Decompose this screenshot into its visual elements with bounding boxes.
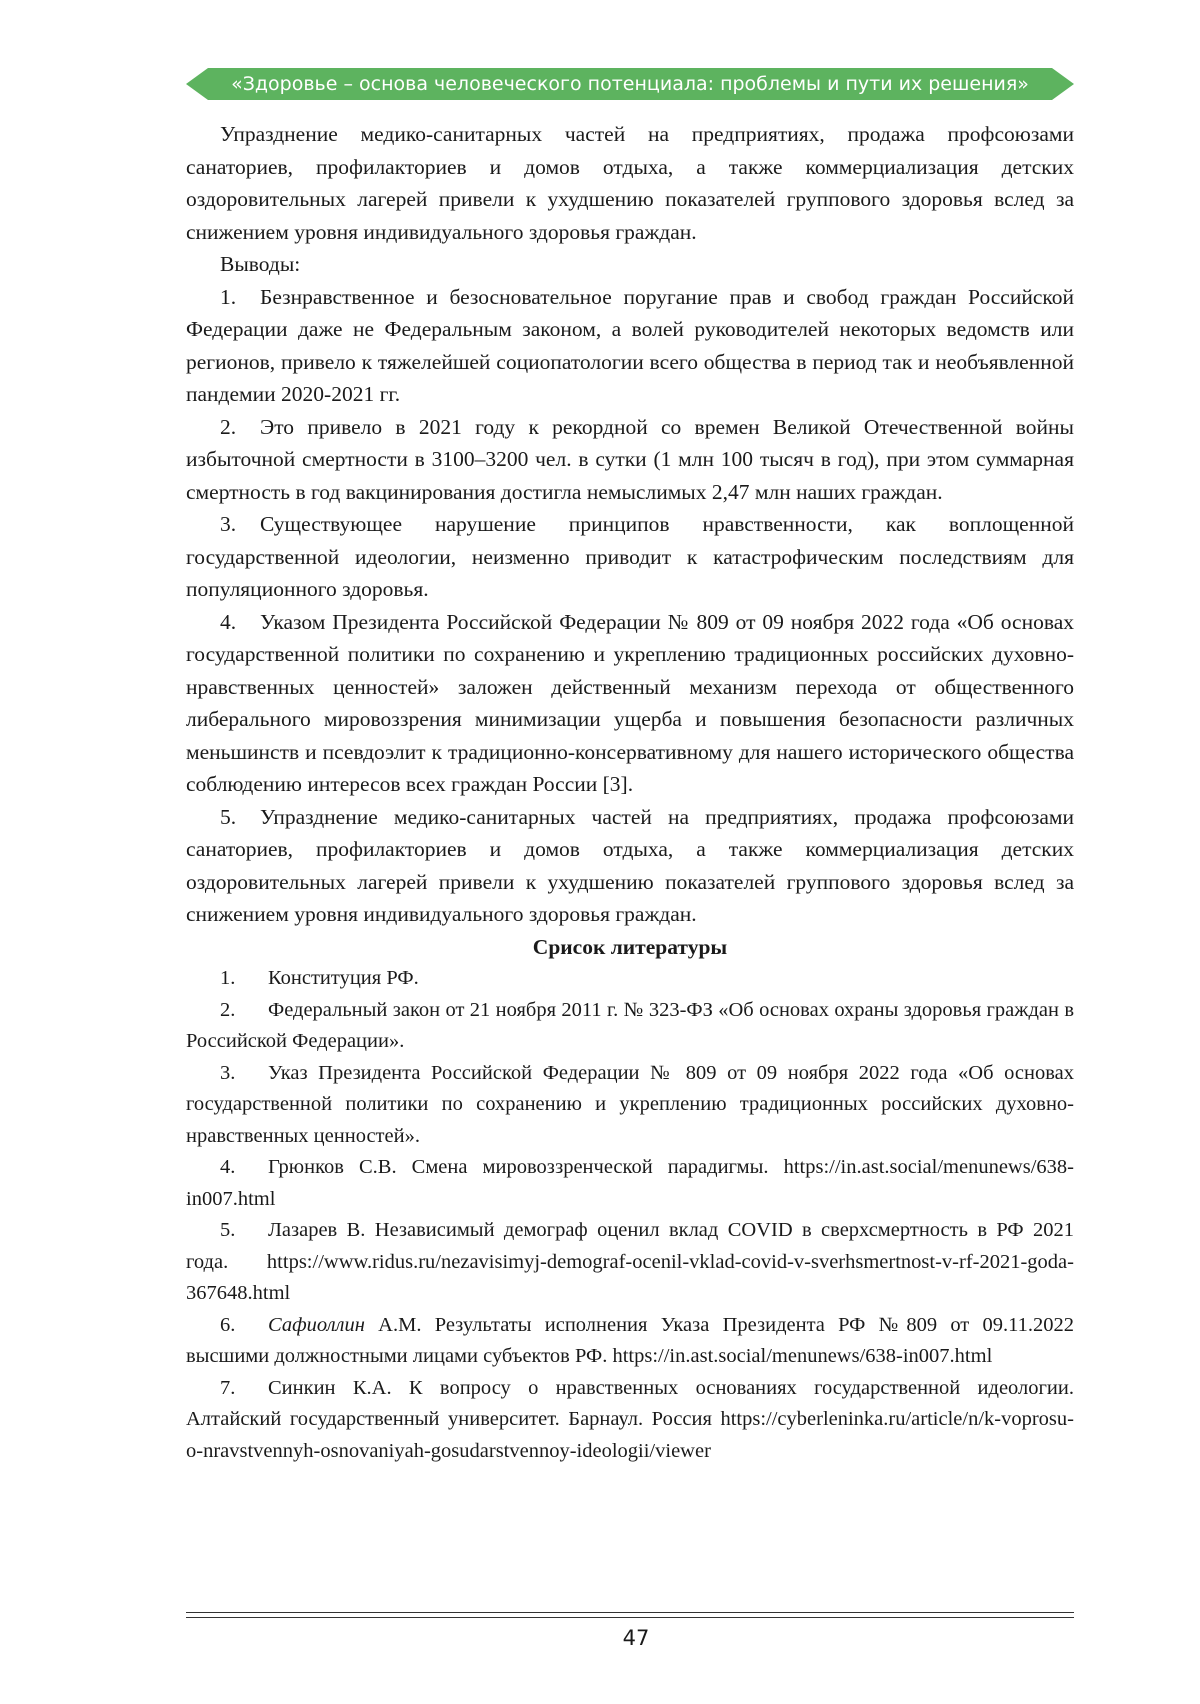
- conclusion-text: Существующее нарушение принципов нравственности, как воплощенной государственной идеологии, неизменно приводит к катастрофическим последствиям для популяционного здоровья.: [186, 512, 1074, 601]
- reference-item: [186, 995, 1074, 1058]
- reference-text: Грюнков С.В. Смена мировоззренческой парадигмы. https://in.ast.social/menunews/638-in007.html: [186, 1156, 1074, 1210]
- reference-number: 3.: [220, 1061, 236, 1084]
- conclusion-item: [186, 606, 1074, 801]
- page-number: 47: [622, 1626, 650, 1650]
- conclusion-item: [186, 411, 1074, 509]
- reference-number: 5.: [220, 1219, 236, 1241]
- running-header-text: «Здоровье – основа человеческого потенциала: проблемы и пути их решения»: [231, 73, 1029, 95]
- reference-number: 4.: [220, 1156, 236, 1178]
- reference-number: 7.: [220, 1376, 236, 1399]
- conclusion-item: [186, 801, 1074, 931]
- running-header-banner: [186, 66, 1074, 102]
- article-body: [186, 118, 1074, 1467]
- reference-item: [186, 963, 1074, 995]
- conclusions-label: Выводы:: [220, 252, 301, 276]
- reference-item: [186, 1215, 1074, 1310]
- reference-text: А.М. Результаты исполнения Указа Президента РФ №809 от 09.11.2022 высшими должностными лицами субъектов РФ. https://in.ast.social/menunews/638-in007.html: [186, 1313, 1074, 1367]
- conclusion-number: 3.: [220, 512, 237, 536]
- reference-number: 2.: [220, 998, 236, 1021]
- conclusion-number: 5.: [220, 804, 237, 829]
- conclusion-number: 4.: [220, 609, 237, 634]
- footer-rule-bottom: [186, 1617, 1074, 1618]
- conclusion-item: [186, 508, 1074, 606]
- references-list: [186, 963, 1074, 1467]
- conclusion-text: Безнравственное и безосновательное поругание прав и свобод граждан Российской Федерации даже не Федеральным законом, а волей руководителей некоторых ведомств или регионов, привело к тяжелейшей социопатологии всего общества в период так и необъявленной пандемии 2020-2021 гг.: [186, 284, 1074, 406]
- conclusion-number: 1.: [220, 284, 237, 309]
- reference-item: [186, 1152, 1074, 1215]
- reference-text: Указ Президента Российской Федерации № 809 от 09 ноября 2022 года «Об основах государственной политики по сохранению и укреплению традиционных российских духовно-нравственных ценностей».: [186, 1061, 1074, 1147]
- reference-item: [186, 1058, 1074, 1153]
- conclusion-text: Это привело в 2021 году к рекордной со времен Великой Отечественной войны избыточной смертности в 3100–3200 чел. в сутки (1 млн 100 тысяч в год), при этом суммарная смертность в год вакцинирования достигла немыслимых 2,47 млн наших граждан.: [186, 414, 1074, 504]
- reference-text: Федеральный закон от 21 ноября 2011 г. № 323-ФЗ «Об основах охраны здоровья граждан в Российской Федерации».: [186, 998, 1074, 1052]
- reference-item: [186, 1310, 1074, 1373]
- references-title: Срисок литературы: [532, 934, 728, 959]
- reference-text: Синкин К.А. К вопросу о нравственных основаниях государственной идеологии. Алтайский государственный университет. Барнаул. Россия https://cyberleninka.ru/article/n/k-voprosu-o-nravstvennyh-osnovaniyah-gosudarstvennoy-ideologii/viewer: [186, 1376, 1074, 1462]
- conclusion-number: 2.: [220, 414, 237, 439]
- reference-item: [186, 1373, 1074, 1468]
- intro-paragraph: Упразднение медико-санитарных частей на предприятиях, продажа профсоюзами санаториев, профилакториев и домов отдыха, а также коммерциализация детских оздоровительных лагерей привели к ухудшению показателей группового здоровья вслед за снижением уровня индивидуального здоровья граждан.: [186, 122, 1074, 244]
- conclusion-text: Упразднение медико-санитарных частей на предприятиях, продажа профсоюзами санаториев, профилакториев и домов отдыха, а также коммерциализация детских оздоровительных лагерей привели к ухудшению показателей группового здоровья вслед за снижением уровня индивидуального здоровья граждан.: [186, 804, 1074, 926]
- reference-number: 6.: [220, 1313, 236, 1336]
- conclusion-text: Указом Президента Российской Федерации № 809 от 09 ноября 2022 года «Об основах государственной политики по сохранению и укреплению традиционных российских духовно-нравственных ценностей» заложен действенный механизм перехода от общественного либерального мировоззрения минимизации ущерба и повышения безопасности различных меньшинств и псевдоэлит к традиционно-консервативному для нашего исторического общества соблюдению интересов всех граждан России [3].: [186, 609, 1074, 796]
- conclusion-item: [186, 281, 1074, 411]
- reference-number: 1.: [220, 967, 236, 989]
- footer-rule-top: [186, 1612, 1074, 1613]
- reference-text: Лазарев В. Независимый демограф оценил вклад COVID в сверхсмертность в РФ 2021 года. https://www.ridus.ru/nezavisimyj-demograf-ocenil-vklad-covid-v-sverhsmertnost-v-rf-2021-goda-367648.html: [186, 1219, 1074, 1304]
- reference-author: Сафиоллин: [268, 1313, 365, 1336]
- reference-text: Конституция РФ.: [268, 967, 419, 989]
